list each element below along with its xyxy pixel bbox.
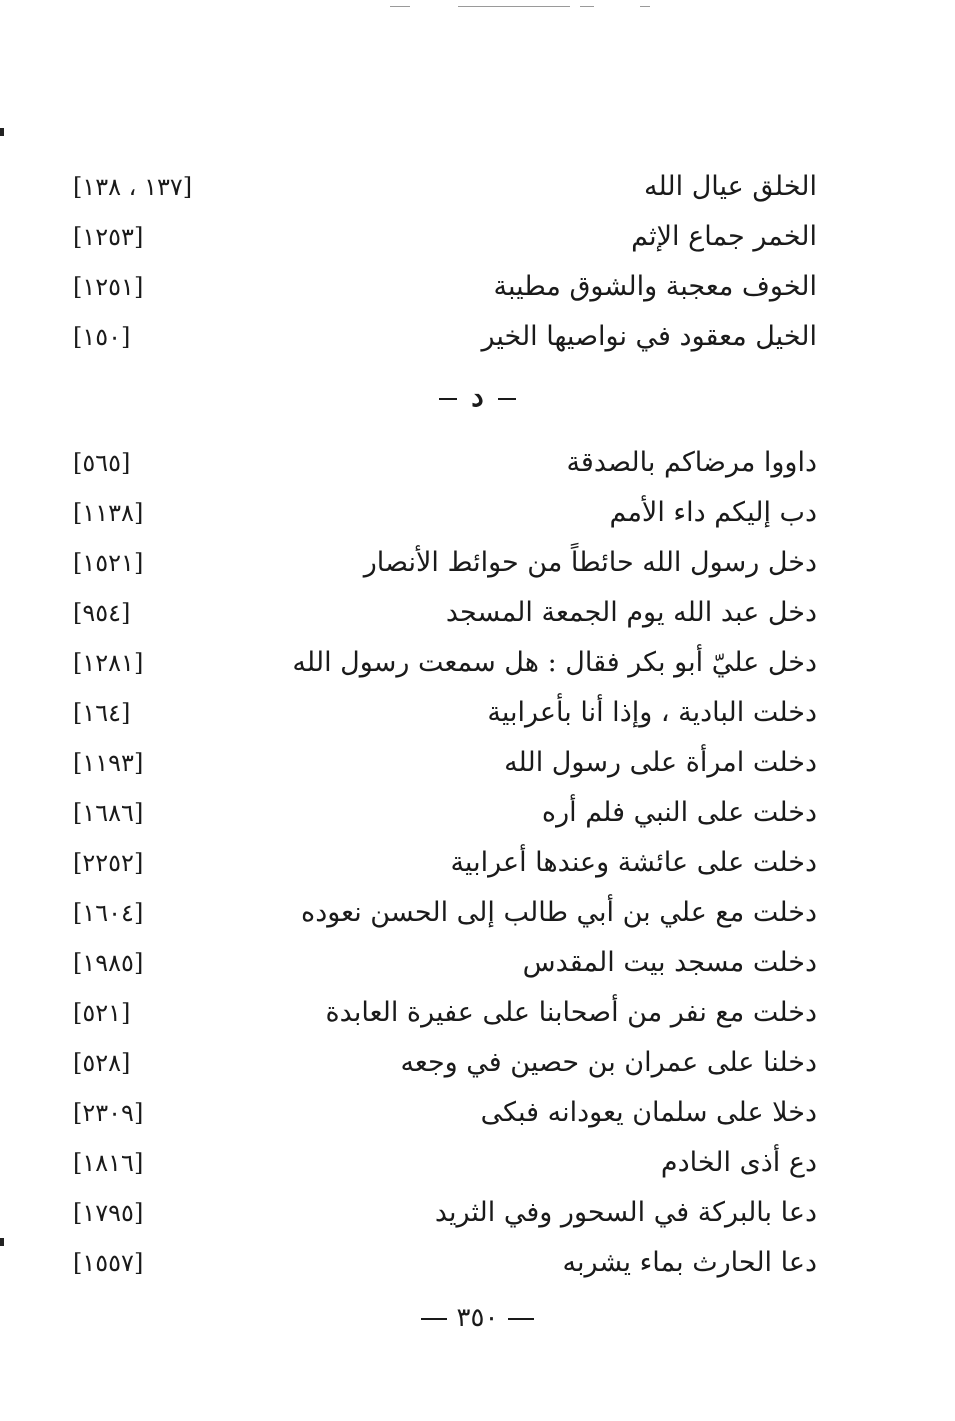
entry-text: داووا مرضاكم بالصدقة bbox=[566, 447, 817, 478]
page-number-dash bbox=[421, 1318, 447, 1320]
entry-text: دخل عليّ أبو بكر فقال : هل سمعت رسول الله bbox=[292, 647, 817, 678]
index-entry bbox=[0, 1238, 955, 1288]
entry-reference: [١٢٥١] bbox=[73, 273, 144, 301]
entry-reference: [١١٩٣] bbox=[73, 749, 144, 777]
entry-reference: [١٩٨٥] bbox=[73, 949, 144, 977]
entry-text: دخلت امرأة على رسول الله bbox=[504, 747, 817, 778]
index-entry bbox=[0, 688, 955, 738]
page-number-text: ٣٥٠ bbox=[456, 1303, 499, 1333]
entry-text: الخمر جماع الإثم bbox=[631, 221, 817, 252]
entry-reference: [١٢٨١] bbox=[73, 649, 144, 677]
heading-letter: د bbox=[471, 380, 484, 413]
letter-heading bbox=[0, 372, 955, 422]
heading-dash bbox=[439, 398, 457, 400]
entry-reference: [٢٣٠٩] bbox=[73, 1099, 144, 1127]
index-entry bbox=[0, 1138, 955, 1188]
entry-reference: [١٢٥٣] bbox=[73, 223, 144, 251]
entry-reference: [٥٦٥] bbox=[73, 449, 131, 477]
entry-reference: [١٥٢١] bbox=[73, 549, 144, 577]
entry-reference: [١٦٠٤] bbox=[73, 899, 144, 927]
index-entry bbox=[0, 588, 955, 638]
entry-text: الخلق عيال الله bbox=[643, 171, 817, 202]
index-entry bbox=[0, 438, 955, 488]
index-entry bbox=[0, 162, 955, 212]
page-number-dash bbox=[508, 1318, 534, 1320]
entry-text: دخلت مع نفر من أصحابنا على عفيرة العابدة bbox=[325, 997, 817, 1028]
index-entry bbox=[0, 938, 955, 988]
index-entry bbox=[0, 488, 955, 538]
entry-text: دخلت البادية ، وإذا أنا بأعرابية bbox=[487, 697, 817, 728]
entry-text: دخلت مسجد بيت المقدس bbox=[522, 947, 817, 978]
entry-reference: [١٧٩٥] bbox=[73, 1199, 144, 1227]
entry-text: الخوف معجبة والشوق مطيبة bbox=[493, 271, 817, 302]
index-entry bbox=[0, 638, 955, 688]
top-rule bbox=[390, 6, 660, 8]
index-entry bbox=[0, 212, 955, 262]
entry-reference: [١٦٤] bbox=[73, 699, 131, 727]
page-number bbox=[0, 1296, 955, 1340]
index-entry bbox=[0, 788, 955, 838]
index-entry bbox=[0, 1088, 955, 1138]
entry-reference: [١٣٧ ، ١٣٨] bbox=[73, 173, 193, 201]
entry-text: دعا بالبركة في السحور وفي الثريد bbox=[434, 1197, 817, 1228]
entry-text: دع أذى الخادم bbox=[660, 1147, 817, 1178]
index-entry bbox=[0, 538, 955, 588]
index-entry bbox=[0, 262, 955, 312]
entry-text: دخل عبد الله يوم الجمعة المسجد bbox=[445, 597, 817, 628]
heading-dash bbox=[498, 398, 516, 400]
entry-text: دخلت على النبي فلم أره bbox=[541, 797, 817, 828]
entry-reference: [٥٢١] bbox=[73, 999, 131, 1027]
margin-mark bbox=[0, 128, 4, 136]
entry-text: دعا الحارث بماء يشربه bbox=[562, 1247, 817, 1278]
entry-text: دخلنا على عمران بن حصين في وجعه bbox=[400, 1047, 817, 1078]
entry-text: الخيل معقود في نواصيها الخير bbox=[481, 321, 817, 352]
entry-text: دخلا على سلمان يعودانه فبكى bbox=[480, 1097, 817, 1128]
index-entry bbox=[0, 988, 955, 1038]
entry-reference: [١٥٥٧] bbox=[73, 1249, 144, 1277]
entry-reference: [٢٢٥٢] bbox=[73, 849, 144, 877]
index-entry bbox=[0, 838, 955, 888]
index-entry bbox=[0, 1038, 955, 1088]
entry-reference: [١٨١٦] bbox=[73, 1149, 144, 1177]
entry-text: دب إليكم داء الأمم bbox=[609, 497, 817, 528]
entry-text: دخلت مع علي بن أبي طالب إلى الحسن نعوده bbox=[301, 897, 817, 928]
entry-reference: [١٥٠] bbox=[73, 323, 131, 351]
entry-text: دخلت على عائشة وعندها أعرابية bbox=[450, 847, 817, 878]
index-entry bbox=[0, 312, 955, 362]
entry-reference: [٥٢٨] bbox=[73, 1049, 131, 1077]
index-entry bbox=[0, 1188, 955, 1238]
entry-text: دخل رسول الله حائطاً من حوائط الأنصار bbox=[363, 547, 817, 578]
entry-reference: [١١٣٨] bbox=[73, 499, 144, 527]
entry-reference: [١٦٨٦] bbox=[73, 799, 144, 827]
index-entry bbox=[0, 888, 955, 938]
entry-reference: [٩٥٤] bbox=[73, 599, 131, 627]
index-entry bbox=[0, 738, 955, 788]
index-section-dal bbox=[0, 438, 955, 1288]
index-section-kha bbox=[0, 162, 955, 362]
